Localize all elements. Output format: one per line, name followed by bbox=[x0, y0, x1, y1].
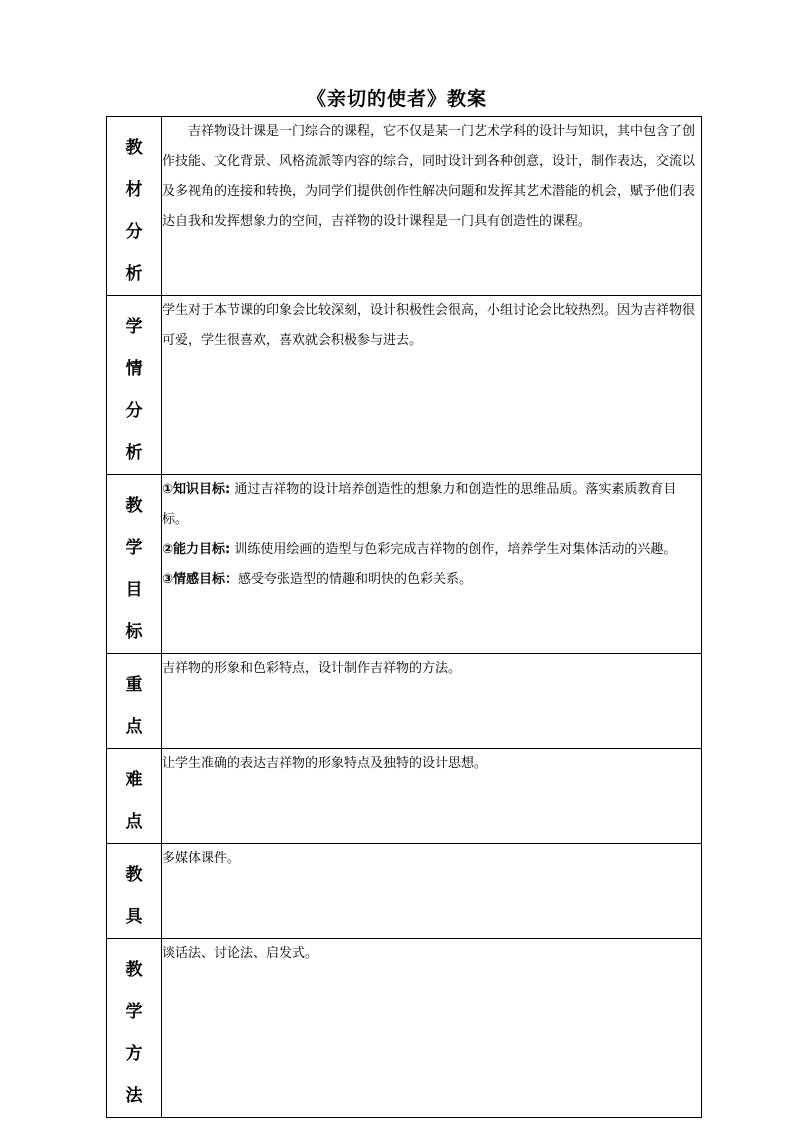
goal-heading: ②能力目标: bbox=[162, 542, 231, 557]
emotion-goal bbox=[162, 565, 701, 595]
difficulties-text: 让学生准确的表达吉祥物的形象特点及独特的设计思想。 bbox=[162, 749, 702, 844]
label-char: 分 bbox=[125, 401, 143, 421]
label-char: 目 bbox=[125, 580, 143, 600]
student-analysis-text: 学生对于本节课的印象会比较深刻，设计积极性会很高，小组讨论会比较热烈。因为吉祥物很可爱，学生很喜欢，喜欢就会积极参与进去。 bbox=[162, 296, 702, 475]
knowledge-goal bbox=[162, 475, 701, 535]
goal-heading: ①知识目标: bbox=[162, 482, 231, 497]
label-char: 学 bbox=[125, 1002, 143, 1022]
label-char: 分 bbox=[125, 222, 143, 242]
label-char: 点 bbox=[125, 812, 143, 832]
table-row bbox=[107, 654, 702, 749]
teaching-goals bbox=[162, 475, 702, 654]
page-title: 《亲切的使者》教案 bbox=[306, 88, 487, 110]
row-label bbox=[107, 296, 162, 475]
label-char: 材 bbox=[125, 180, 143, 200]
label-char: 教 bbox=[125, 496, 143, 516]
row-label bbox=[107, 939, 162, 1118]
teaching-aids-text: 多媒体课件。 bbox=[162, 844, 702, 939]
label-char: 标 bbox=[125, 622, 143, 642]
table-row bbox=[107, 296, 702, 475]
ability-goal bbox=[162, 535, 701, 565]
row-label bbox=[107, 749, 162, 844]
label-char: 教 bbox=[125, 865, 143, 885]
label-char: 学 bbox=[125, 317, 143, 337]
goal-heading: ③情感目标： bbox=[162, 572, 239, 587]
lesson-plan-table bbox=[106, 116, 702, 1118]
row-label bbox=[107, 654, 162, 749]
goal-text: 训练使用绘画的造型与色彩完成吉祥物的创作，培养学生对集体活动的兴趣。 bbox=[230, 542, 677, 557]
key-points-text: 吉祥物的形象和色彩特点，设计制作吉祥物的方法。 bbox=[162, 654, 702, 749]
label-char: 学 bbox=[125, 538, 143, 558]
label-char: 教 bbox=[125, 138, 143, 158]
table-row bbox=[107, 117, 702, 296]
label-char: 具 bbox=[125, 907, 143, 927]
label-char: 重 bbox=[125, 675, 143, 695]
goal-text: 感受夸张造型的情趣和明快的色彩关系。 bbox=[238, 572, 473, 587]
table-row bbox=[107, 475, 702, 654]
table-row bbox=[107, 844, 702, 939]
label-char: 析 bbox=[125, 443, 143, 463]
label-char: 析 bbox=[125, 264, 143, 284]
label-char: 教 bbox=[125, 960, 143, 980]
label-char: 方 bbox=[125, 1044, 143, 1064]
label-char: 情 bbox=[125, 359, 143, 379]
goal-text: 通过吉祥物的设计培养创造性的想象力和创造性的思维品质。落实素质教育目标。 bbox=[162, 482, 677, 527]
label-char: 点 bbox=[125, 717, 143, 737]
textbook-analysis-text: 吉祥物设计课是一门综合的课程，它不仅是某一门艺术学科的设计与知识，其中包含了创作技能、文化背景、风格流派等内容的综合，同时设计到各种创意，设计，制作表达，交流以及多视角的连接和转换，为同学们提供创作性解决问题和发挥其艺术潜能的机会，赋予他们表达自我和发挥想象力的空间，吉祥物的设计课程是一门具有创造性的课程。 bbox=[162, 117, 702, 296]
label-char: 难 bbox=[125, 770, 143, 790]
row-label bbox=[107, 117, 162, 296]
teaching-methods-text: 谈话法、讨论法、启发式。 bbox=[162, 939, 702, 1118]
row-label bbox=[107, 844, 162, 939]
row-label bbox=[107, 475, 162, 654]
table-row bbox=[107, 939, 702, 1118]
table-row bbox=[107, 749, 702, 844]
label-char: 法 bbox=[125, 1086, 143, 1106]
